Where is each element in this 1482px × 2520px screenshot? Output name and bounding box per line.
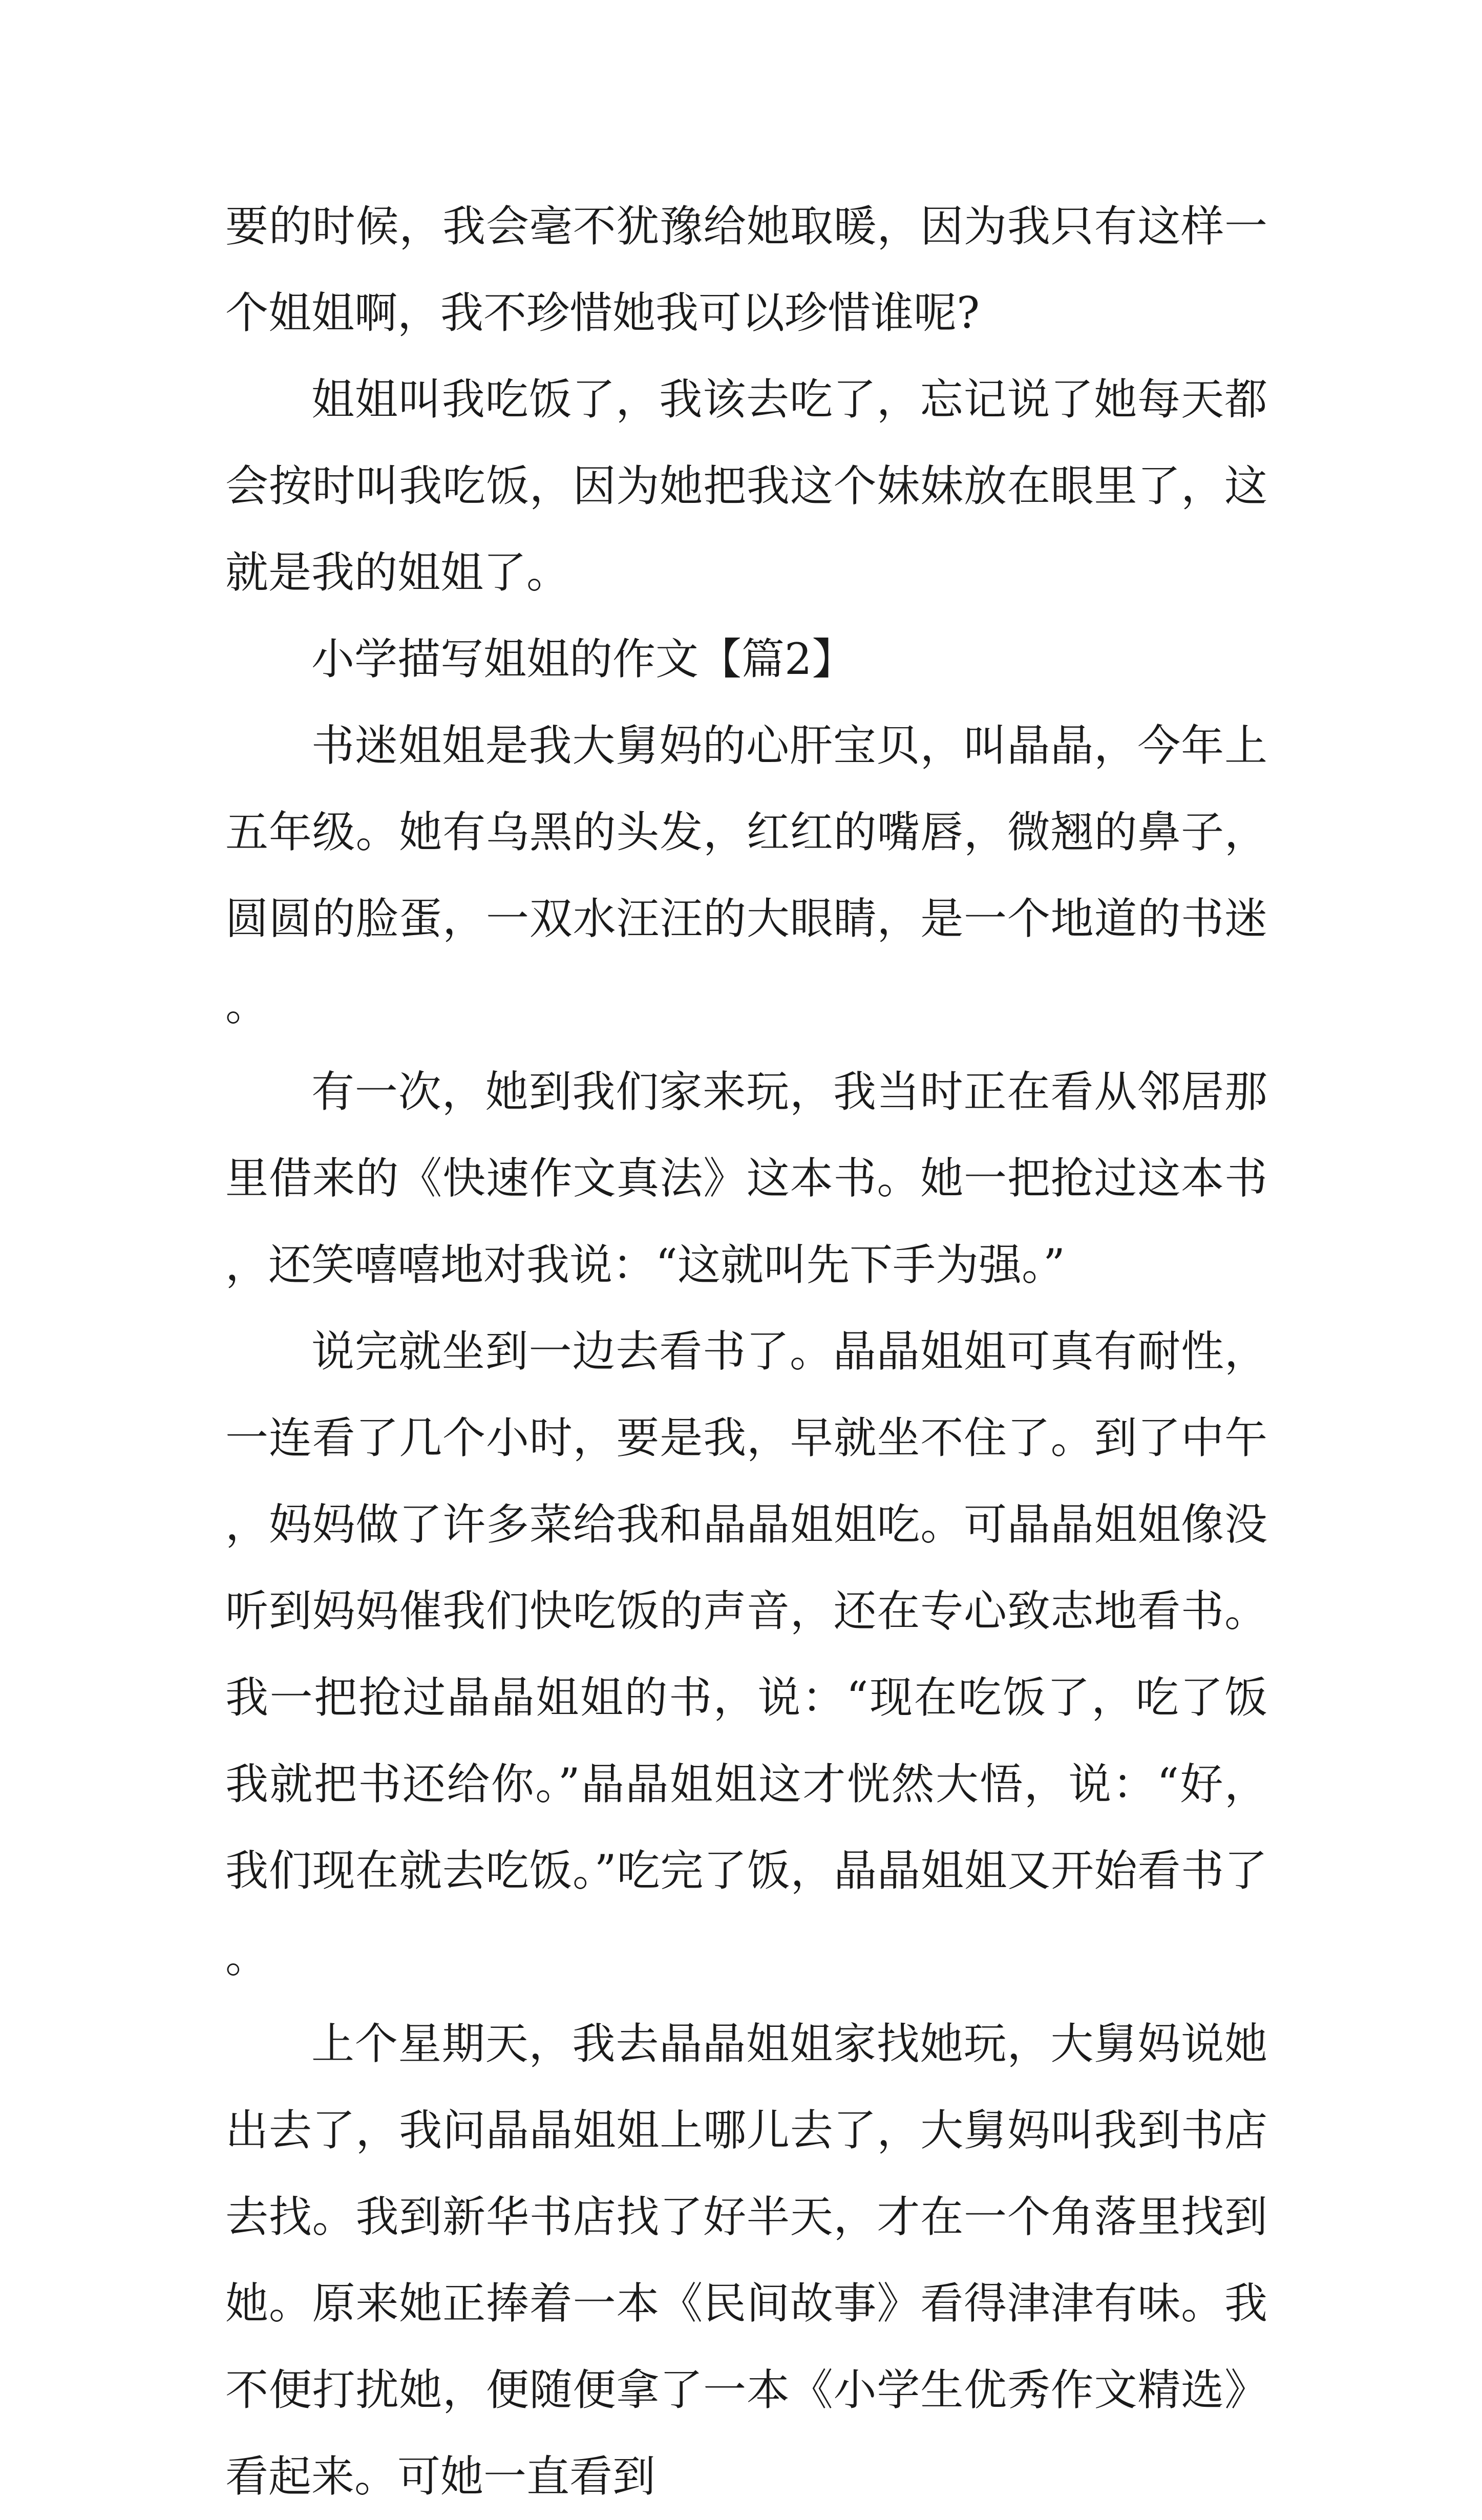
section-heading: 小学描写姐姐的作文【篇2】 bbox=[311, 634, 855, 684]
paragraph-intro: 书迷姐姐是我大舅妈的心肝宝贝，叫晶晶，今年上五年级。她有乌黑的头发，红红的嘴唇，微翘的鼻子，圆圆的脸蛋，一双水汪汪的大眼睛，是一个地道的书迷。 bbox=[225, 721, 1267, 1030]
paragraph-bookstore: 上个星期天，我去晶晶姐姐家找她玩，大舅妈说她出去了，我问晶晶姐姐上哪儿去了，大舅妈叫我到书店去找。我到新华书店找了好半天，才在一个角落里找到她。原来她正捧着一本《民间故事》看得津津有味。我不便打扰她，便随便拿了一本《小学生优秀作文精选》看起来。可她一直看到 bbox=[225, 2019, 1267, 2502]
paragraph-book-grab: 有一次，她到我们家来玩，我当时正在看从邻居那里借来的《快速作文真法》这本书。她一把抢过这本书，还笑嘻嘻地对我说：“这就叫先下手为强。” bbox=[225, 1067, 1267, 1290]
essay-body bbox=[225, 183, 1267, 2520]
paragraph-dinner-call: 姐姐叫我吃饭了，我该去吃了，忘记说了她每天都会按时叫我吃饭，因为她把我这个妹妹放在眼里了，这就是我的姐姐了。 bbox=[225, 374, 1267, 598]
paragraph-reading-lunch: 说完就坐到一边去看书了。晶晶姐姐可真有耐性，一连看了几个小时，要是我，早就坐不住了。到了中午，妈妈做了许多菜给我和晶晶姐姐吃。可晶晶姐姐像没听到妈妈催我们快吃饭的声音，还在专心致志地看书。我一把抢过晶晶姐姐的书，说：“现在吃饭了，吃了饭我就把书还给你。”晶晶姐姐这才恍然大悟，说：“好，我们现在就去吃饭。”吃完了饭，晶晶姐姐又开始看书了。 bbox=[225, 1326, 1267, 1982]
paragraph-continuation: 要的时候，我会毫不犹豫给她取暖，因为我只有这样一个姐姐啊，我不珍惜她我可以珍惜谁呢? bbox=[225, 201, 1267, 338]
